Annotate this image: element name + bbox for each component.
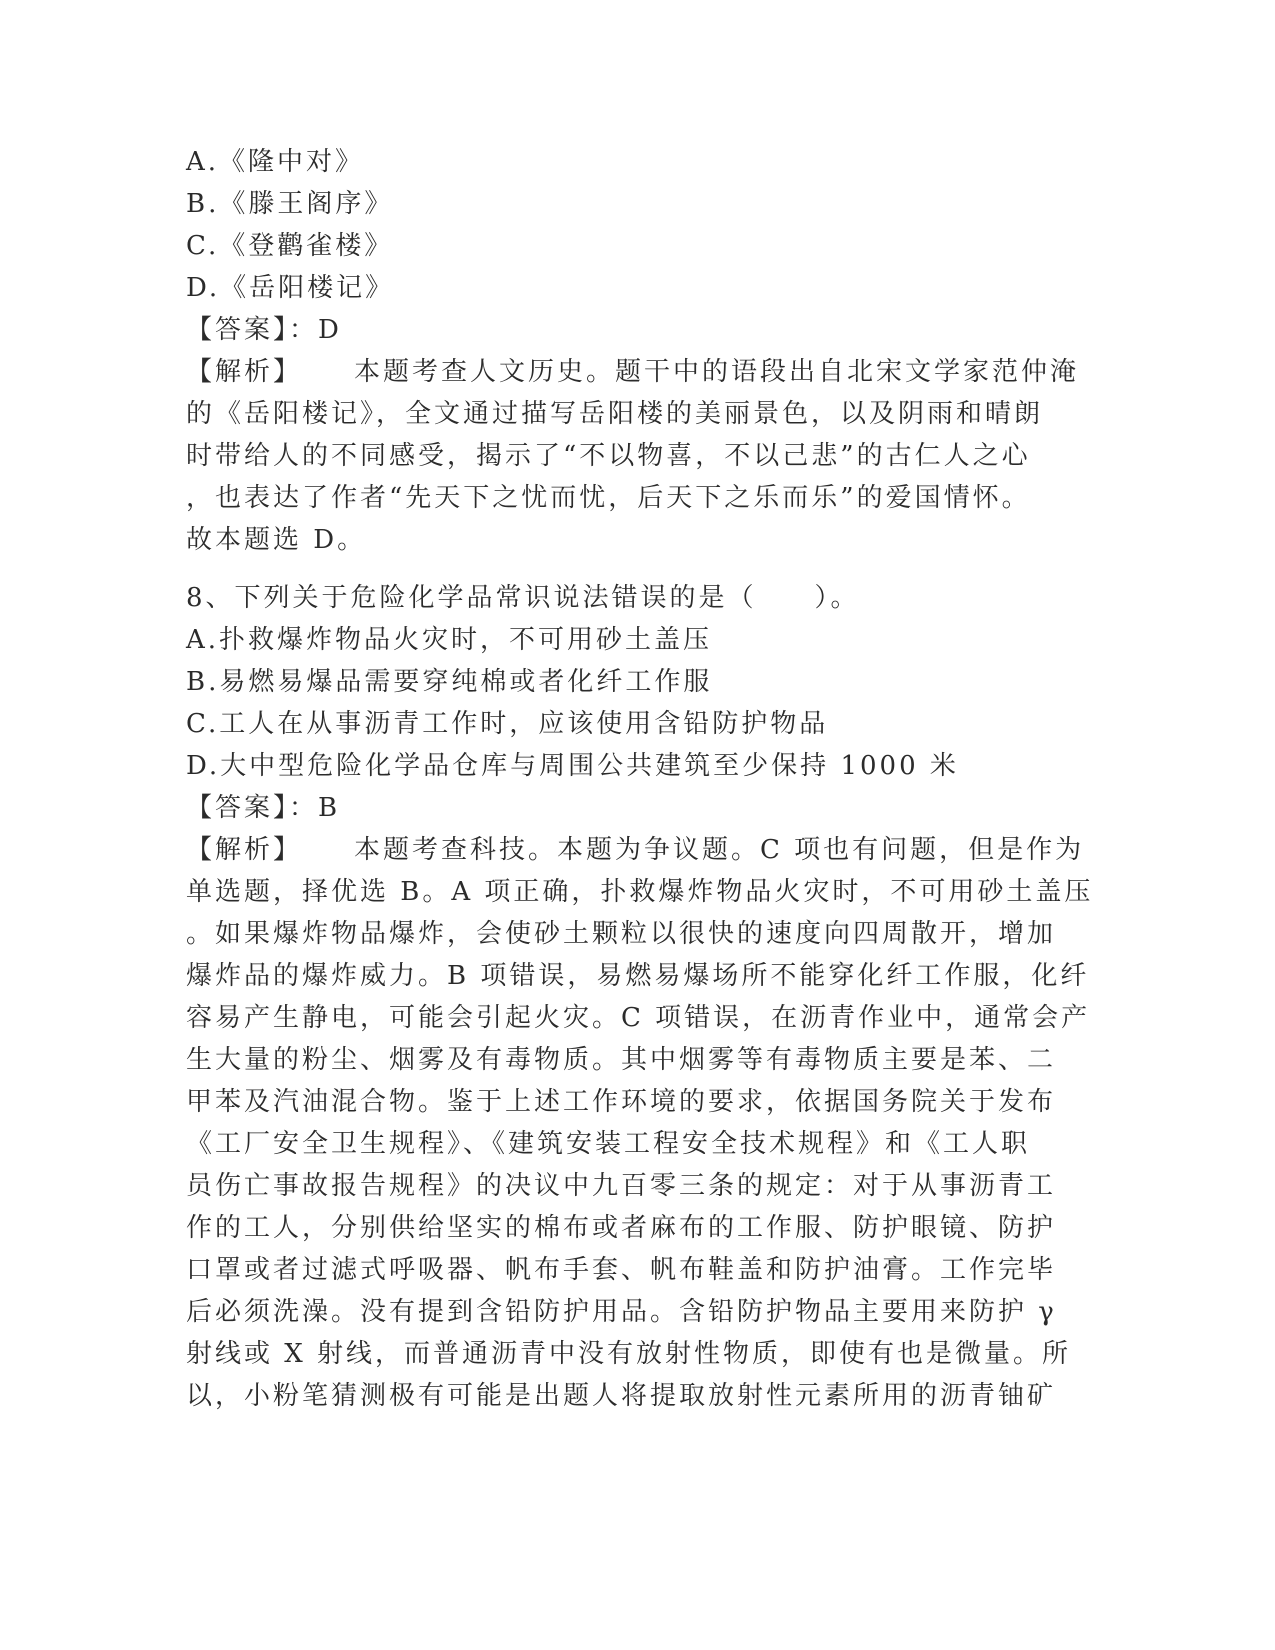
q8-analysis-line: 。如果爆炸物品爆炸，会使砂土颗粒以很快的速度向四周散开，增加	[186, 919, 1057, 949]
q7-option-d: D.《岳阳楼记》	[186, 273, 395, 303]
q8-option-c: C.工人在从事沥青工作时，应该使用含铅防护物品	[186, 709, 829, 739]
q8-analysis-line: 《工厂安全卫生规程》、《建筑安装工程安全技术规程》和《工人职	[186, 1129, 1031, 1159]
q7-analysis-line: 本题考查人文历史。题干中的语段出自北宋文学家范仲淹	[354, 357, 1080, 387]
q8-analysis-line: 容易产生静电，可能会引起火灾。C 项错误，在沥青作业中，通常会产	[186, 1003, 1091, 1033]
q7-option-c: C.《登鹳雀楼》	[186, 231, 394, 261]
q8-option-d: D.大中型危险化学品仓库与周围公共建筑至少保持 1000 米	[186, 751, 959, 781]
q7-analysis-label: 【解析】	[186, 357, 303, 387]
q7-answer-sep: ：	[289, 315, 319, 345]
q8-analysis-line: 爆炸品的爆炸威力。B 项错误，易燃易爆场所不能穿化纤工作服，化纤	[186, 961, 1090, 991]
q8-answer-label: 【答案】	[186, 793, 290, 823]
q8-analysis-label: 【解析】	[186, 835, 303, 865]
q7-option-a: A.《隆中对》	[186, 147, 365, 177]
q8-analysis-line: 员伤亡事故报告规程》的决议中九百零三条的规定：对于从事沥青工	[186, 1171, 1057, 1201]
q8-analysis-line: 射线或 X 射线，而普通沥青中没有放射性物质，即使有也是微量。所	[186, 1339, 1072, 1369]
q7-analysis-line: 故本题选 D。	[186, 525, 367, 555]
q8-analysis-line: 生大量的粉尘、烟雾及有毒物质。其中烟雾等有毒物质主要是苯、二	[186, 1045, 1057, 1075]
q7-analysis-first	[186, 350, 1079, 394]
q8-analysis-line: 甲苯及汽油混合物。鉴于上述工作环境的要求，依据国务院关于发布	[186, 1087, 1057, 1117]
q7-answer	[186, 308, 342, 352]
q7-answer-value: D	[318, 315, 342, 345]
q8-analysis-line: 本题考查科技。本题为争议题。C 项也有问题，但是作为	[354, 835, 1085, 865]
q8-analysis-line: 后必须洗澡。没有提到含铅防护用品。含铅防护物品主要用来防护 γ	[186, 1297, 1057, 1327]
q8-answer	[186, 786, 340, 830]
q7-option-b: B.《滕王阁序》	[186, 189, 394, 219]
q8-stem: 8、下列关于危险化学品常识说法错误的是（ ）。	[186, 583, 860, 613]
q8-option-b: B.易燃易爆品需要穿纯棉或者化纤工作服	[186, 667, 713, 697]
q7-answer-label: 【答案】	[186, 315, 290, 345]
q8-analysis-line: 单选题，择优选 B。A 项正确，扑救爆炸物品火灾时，不可用砂土盖压	[186, 877, 1094, 907]
q7-analysis-line: 时带给人的不同感受，揭示了“不以物喜，不以己悲”的古仁人之心	[186, 441, 1031, 471]
q8-option-a: A.扑救爆炸物品火灾时，不可用砂土盖压	[186, 625, 713, 655]
q8-analysis-line: 以，小粉笔猜测极有可能是出题人将提取放射性元素所用的沥青铀矿	[186, 1381, 1057, 1411]
q8-analysis-line: 口罩或者过滤式呼吸器、帆布手套、帆布鞋盖和防护油膏。工作完毕	[186, 1255, 1057, 1285]
q7-analysis-line: 的《岳阳楼记》，全文通过描写岳阳楼的美丽景色，以及阴雨和晴朗	[186, 399, 1044, 429]
q7-analysis-line: ，也表达了作者“先天下之忧而忧，后天下之乐而乐”的爱国情怀。	[186, 483, 1031, 513]
q8-answer-sep: ：	[289, 793, 319, 823]
q8-answer-value: B	[318, 793, 341, 823]
q8-analysis-line: 作的工人，分别供给坚实的棉布或者麻布的工作服、防护眼镜、防护	[186, 1213, 1057, 1243]
q8-analysis-first	[186, 828, 1084, 872]
